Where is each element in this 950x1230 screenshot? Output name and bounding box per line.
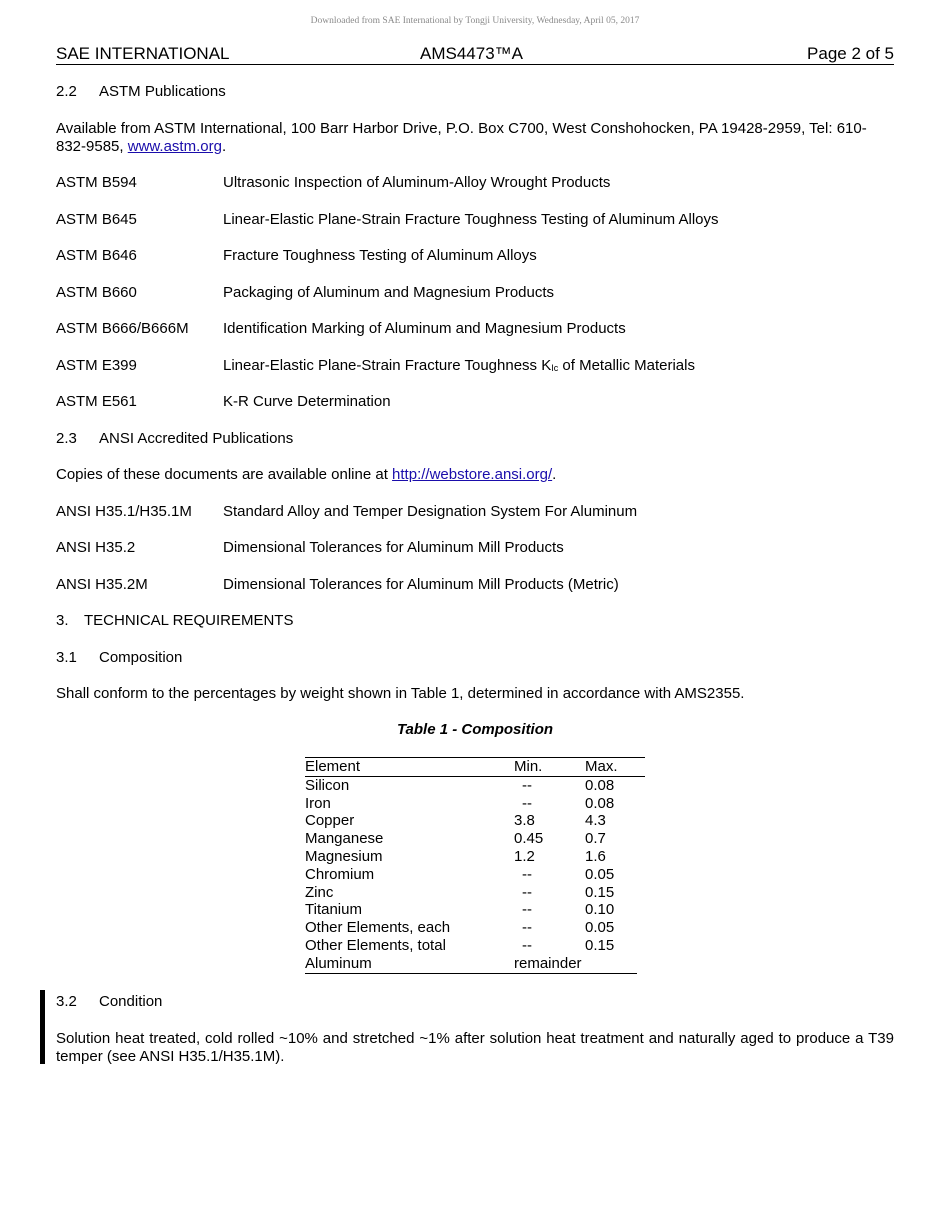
table-cell: 0.08: [585, 776, 615, 794]
section-3-1-heading: [56, 649, 182, 667]
section-2-3-heading: [56, 430, 293, 448]
section-number: 3.: [56, 612, 69, 629]
table-row: [305, 812, 645, 830]
composition-paragraph: Shall conform to the percentages by weight shown in Table 1, determined in accordance with AMS2355.: [56, 685, 745, 702]
table-cell: 0.10: [585, 901, 615, 919]
table-row: [305, 848, 645, 866]
table-cell: --: [522, 794, 532, 812]
table-header-cell: Element: [305, 758, 361, 775]
table-cell: remainder: [514, 954, 582, 972]
table-header-row: [305, 758, 645, 777]
download-watermark: Downloaded from SAE International by Tongji University, Wednesday, April 05, 2017: [310, 16, 640, 26]
period: .: [552, 466, 557, 483]
table-cell: 1.6: [585, 847, 606, 865]
section-title: ASTM Publications: [99, 83, 226, 100]
table-cell: 0.15: [585, 883, 615, 901]
section-title: TECHNICAL REQUIREMENTS: [84, 612, 294, 629]
section-3-2-heading: [56, 993, 162, 1011]
reference-code: ASTM B646: [56, 247, 137, 264]
header-doc-id: AMS4473™A: [420, 44, 523, 63]
table-cell: Magnesium: [305, 847, 383, 865]
table-cell: Silicon: [305, 776, 350, 794]
reference-code: ASTM E399: [56, 357, 137, 374]
table-cell: --: [522, 883, 532, 901]
header-page-number: Page 2 of 5: [807, 44, 894, 63]
table-cell: 4.3: [585, 812, 606, 830]
reference-code: ANSI H35.1/H35.1M: [56, 503, 192, 520]
table-cell: Iron: [305, 794, 331, 812]
table-row: [305, 901, 645, 919]
reference-code: ASTM B645: [56, 211, 137, 228]
composition-table: [305, 757, 645, 973]
reference-title: [223, 357, 695, 377]
reference-title: Fracture Toughness Testing of Aluminum Alloys: [223, 247, 537, 264]
period: .: [221, 138, 227, 155]
table-cell: --: [522, 776, 532, 794]
section-title: Composition: [99, 649, 183, 666]
reference-title: Packaging of Aluminum and Magnesium Products: [223, 284, 555, 301]
reference-title: Standard Alloy and Temper Designation System For Aluminum: [223, 503, 638, 520]
reference-title: K-R Curve Determination: [223, 393, 391, 410]
section-2-2-heading: [56, 83, 226, 101]
table-cell: Titanium: [305, 901, 362, 919]
table-cell: 0.05: [585, 919, 615, 937]
table-row: [305, 884, 645, 902]
kic-subscript: Ic: [551, 363, 559, 373]
reference-code: ANSI H35.2: [56, 539, 136, 556]
table-cell: Chromium: [305, 865, 375, 883]
reference-title: Linear-Elastic Plane-Strain Fracture Toughness Testing of Aluminum Alloys: [223, 211, 719, 228]
section-number: 2.3: [56, 430, 77, 447]
table-caption: Table 1 - Composition: [396, 721, 554, 738]
table-cell: Manganese: [305, 830, 384, 848]
table-cell: --: [522, 936, 532, 954]
table-row: [305, 919, 645, 937]
section-number: 3.1: [56, 649, 77, 666]
section-number: 2.2: [56, 83, 77, 100]
page-header: [56, 44, 894, 65]
table-cell: 0.7: [585, 830, 606, 848]
table-row: [305, 937, 645, 955]
reference-title: Dimensional Tolerances for Aluminum Mill Products (Metric): [223, 576, 619, 593]
table-cell: 0.15: [585, 936, 615, 954]
reference-title-pre: Linear-Elastic Plane-Strain Fracture Toughness K: [223, 357, 552, 374]
condition-paragraph: Solution heat treated, cold rolled ~10% and stretched ~1% after solution heat treatment and naturally aged to produce a T39 temper (see ANSI H35.1/H35.1M).: [56, 1030, 894, 1065]
section-number: 3.2: [56, 993, 77, 1010]
table-cell: Other Elements, each: [305, 919, 451, 937]
table-cell: --: [522, 919, 532, 937]
table-cell: 0.05: [585, 865, 615, 883]
ansi-availability-paragraph: [56, 466, 894, 484]
table-row: [305, 866, 645, 884]
table-row: [305, 955, 645, 973]
table-row: [305, 777, 645, 795]
section-title: Condition: [99, 993, 163, 1010]
reference-title: Identification Marking of Aluminum and Magnesium Products: [223, 320, 626, 337]
section-3-heading: [56, 612, 293, 630]
table-cell: 0.45: [514, 830, 544, 848]
reference-title: Ultrasonic Inspection of Aluminum-Alloy Wrought Products: [223, 174, 611, 191]
table-cell: --: [522, 865, 532, 883]
table-row: [305, 795, 645, 813]
table-cell: 0.08: [585, 794, 615, 812]
astm-link[interactable]: www.astm.org: [127, 138, 222, 155]
reference-code: ASTM B594: [56, 174, 137, 191]
table-cell: Aluminum: [305, 954, 372, 972]
reference-code: ASTM B666/B666M: [56, 320, 189, 337]
table-row: [305, 830, 645, 848]
table-cell: Copper: [305, 812, 355, 830]
reference-code: ASTM B660: [56, 284, 137, 301]
ansi-availability-text: Copies of these documents are available online at: [56, 466, 393, 483]
table-header-cell: Min.: [514, 758, 543, 775]
reference-code: ASTM E561: [56, 393, 137, 410]
reference-title: Dimensional Tolerances for Aluminum Mill Products: [223, 539, 564, 556]
table-cell: --: [522, 901, 532, 919]
reference-code: ANSI H35.2M: [56, 576, 148, 593]
table-cell: Zinc: [305, 883, 334, 901]
section-title: ANSI Accredited Publications: [99, 430, 294, 447]
table-header-cell: Max.: [585, 758, 618, 775]
astm-availability-text: Available from ASTM International, 100 Barr Harbor Drive, P.O. Box C700, West Conshohocken, PA 19428-2959, Tel: 610-832-9585,: [56, 120, 867, 155]
reference-title-post: of Metallic Materials: [558, 357, 695, 374]
ansi-webstore-link[interactable]: http://webstore.ansi.org/: [392, 466, 553, 483]
header-org: SAE INTERNATIONAL: [56, 44, 230, 63]
astm-availability-paragraph: [56, 120, 894, 156]
table-cell: 1.2: [514, 847, 535, 865]
revision-change-bar: [40, 990, 45, 1064]
table-cell: Other Elements, total: [305, 936, 446, 954]
table-bottom-rule: [305, 973, 637, 974]
table-cell: 3.8: [514, 812, 535, 830]
